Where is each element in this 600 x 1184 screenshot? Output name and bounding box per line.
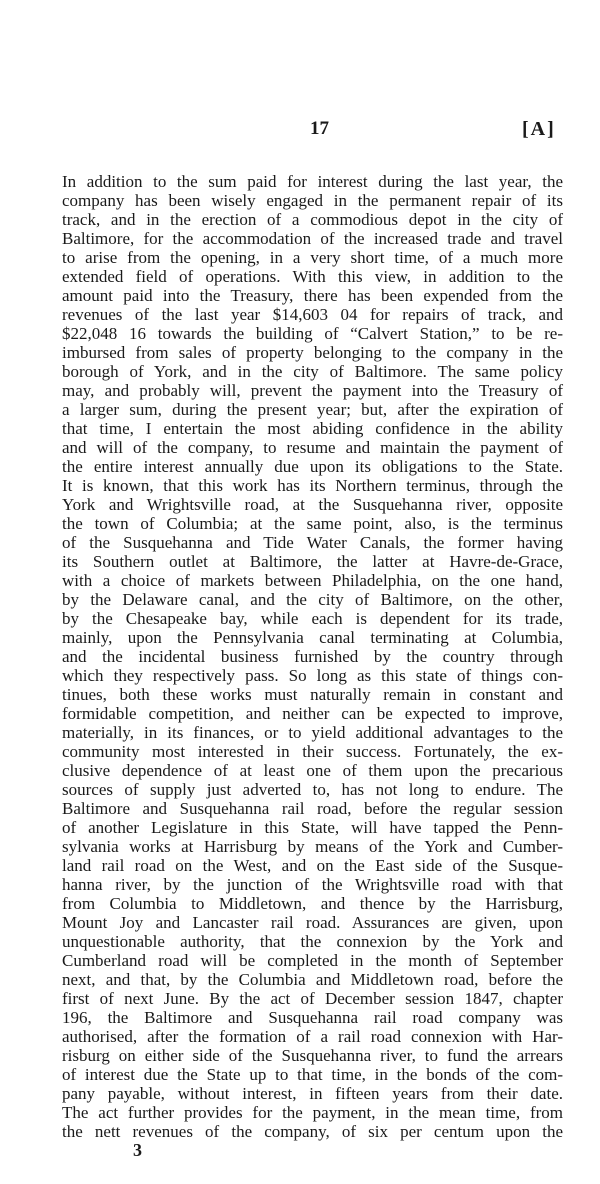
text-line: track, and in the erection of a commodious depot in the city of <box>62 210 563 229</box>
page-number: 17 <box>310 118 329 139</box>
text-line: and will of the company, to resume and maintain the payment of <box>62 438 563 457</box>
text-line: by the Chesapeake bay, while each is dependent for its trade, <box>62 609 563 628</box>
text-line: imbursed from sales of property belonging to the company in the <box>62 343 563 362</box>
text-line: York and Wrightsville road, at the Susquehanna river, opposite <box>62 495 563 514</box>
text-line: of interest due the State up to that time, in the bonds of the com- <box>62 1065 563 1084</box>
text-line: that time, I entertain the most abiding confidence in the ability <box>62 419 563 438</box>
text-line: borough of York, and in the city of Baltimore. The same policy <box>62 362 563 381</box>
text-line: hanna river, by the junction of the Wrightsville road with that <box>62 875 563 894</box>
body-text <box>62 172 563 1141</box>
text-line: 196, the Baltimore and Susquehanna rail road company was <box>62 1008 563 1027</box>
signature-mark: [A] <box>522 118 556 140</box>
text-line: may, and probably will, prevent the payment into the Treasury of <box>62 381 563 400</box>
text-line: It is known, that this work has its Northern terminus, through the <box>62 476 563 495</box>
text-line: by the Delaware canal, and the city of Baltimore, on the other, <box>62 590 563 609</box>
text-line: next, and that, by the Columbia and Middletown road, before the <box>62 970 563 989</box>
text-line: unquestionable authority, that the connexion by the York and <box>62 932 563 951</box>
text-line: The act further provides for the payment, in the mean time, from <box>62 1103 563 1122</box>
text-line: the nett revenues of the company, of six per centum upon the <box>62 1122 563 1141</box>
text-line: first of next June. By the act of December session 1847, chapter <box>62 989 563 1008</box>
text-line: with a choice of markets between Philadelphia, on the one hand, <box>62 571 563 590</box>
text-line: which they respectively pass. So long as this state of things con- <box>62 666 563 685</box>
text-line: authorised, after the formation of a rail road connexion with Har- <box>62 1027 563 1046</box>
text-line: mainly, upon the Pennsylvania canal terminating at Columbia, <box>62 628 563 647</box>
text-line: risburg on either side of the Susquehanna river, to fund the arrears <box>62 1046 563 1065</box>
footer-signature-mark: 3 <box>133 1140 142 1160</box>
text-line: Baltimore and Susquehanna rail road, before the regular session <box>62 799 563 818</box>
text-line: In addition to the sum paid for interest during the last year, the <box>62 172 563 191</box>
text-line: of another Legislature in this State, will have tapped the Penn- <box>62 818 563 837</box>
text-line: revenues of the last year $14,603 04 for repairs of track, and <box>62 305 563 324</box>
text-line: to arise from the opening, in a very short time, of a much more <box>62 248 563 267</box>
text-line: pany payable, without interest, in fifteen years from their date. <box>62 1084 563 1103</box>
text-line: a larger sum, during the present year; but, after the expiration of <box>62 400 563 419</box>
text-line: Mount Joy and Lancaster rail road. Assurances are given, upon <box>62 913 563 932</box>
text-line: of the Susquehanna and Tide Water Canals, the former having <box>62 533 563 552</box>
text-line: community most interested in their success. Fortunately, the ex- <box>62 742 563 761</box>
text-line: and the incidental business furnished by the country through <box>62 647 563 666</box>
text-line: land rail road on the West, and on the East side of the Susque- <box>62 856 563 875</box>
text-line: company has been wisely engaged in the permanent repair of its <box>62 191 563 210</box>
text-line: $22,048 16 towards the building of “Calvert Station,” to be re- <box>62 324 563 343</box>
text-line: materially, in its finances, or to yield additional advantages to the <box>62 723 563 742</box>
text-line: amount paid into the Treasury, there has been expended from the <box>62 286 563 305</box>
text-line: the town of Columbia; at the same point, also, is the terminus <box>62 514 563 533</box>
text-line: Baltimore, for the accommodation of the increased trade and travel <box>62 229 563 248</box>
text-line: tinues, both these works must naturally remain in constant and <box>62 685 563 704</box>
text-line: sylvania works at Harrisburg by means of the York and Cumber- <box>62 837 563 856</box>
text-line: formidable competition, and neither can be expected to improve, <box>62 704 563 723</box>
text-line: the entire interest annually due upon its obligations to the State. <box>62 457 563 476</box>
text-line: sources of supply just adverted to, has not long to endure. The <box>62 780 563 799</box>
text-line: from Columbia to Middletown, and thence by the Harrisburg, <box>62 894 563 913</box>
text-line: clusive dependence of at least one of them upon the precarious <box>62 761 563 780</box>
text-line: extended field of operations. With this view, in addition to the <box>62 267 563 286</box>
text-line: Cumberland road will be completed in the month of September <box>62 951 563 970</box>
text-line: its Southern outlet at Baltimore, the latter at Havre-de-Grace, <box>62 552 563 571</box>
